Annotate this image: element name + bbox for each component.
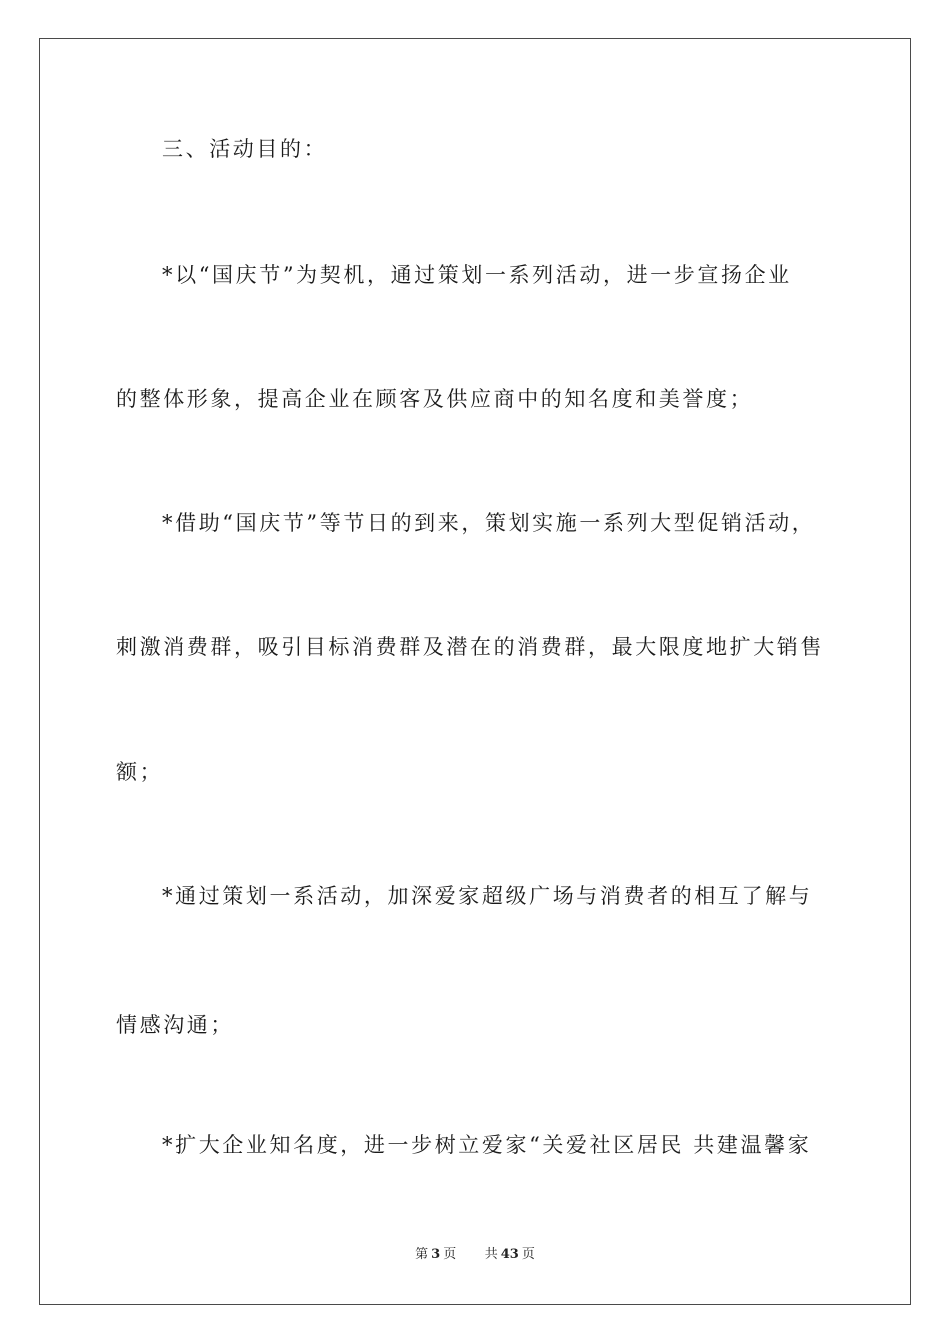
total-indicator (482, 1247, 538, 1262)
paragraph-line: *以“国庆节”为契机，通过策划一系列活动，进一步宣扬企业 (162, 263, 792, 287)
page-indicator (412, 1247, 459, 1262)
page-suffix: 页 (443, 1247, 457, 1262)
total-pages: 43 (500, 1247, 519, 1262)
page-prefix: 第 (415, 1247, 429, 1262)
page-footer (0, 1246, 950, 1264)
paragraph-line: 的整体形象，提高企业在顾客及供应商中的知名度和美誉度； (116, 387, 754, 411)
paragraph-line: *通过策划一系活动，加深爱家超级广场与消费者的相互了解与 (162, 884, 813, 908)
paragraph-line: *扩大企业知名度，进一步树立爱家“关爱社区居民 共建温馨家 (162, 1133, 812, 1157)
total-suffix: 页 (521, 1247, 535, 1262)
page-number: 3 (431, 1247, 441, 1262)
total-prefix: 共 (484, 1247, 498, 1262)
paragraph-line: 额； (116, 760, 164, 784)
page-border (39, 38, 911, 1305)
section-heading: 三、活动目的： (162, 137, 328, 161)
paragraph-line: *借助“国庆节”等节日的到来，策划实施一系列大型促销活动， (162, 511, 816, 535)
paragraph-line: 刺激消费群，吸引目标消费群及潜在的消费群，最大限度地扩大销售 (116, 635, 824, 659)
paragraph-line: 情感沟通； (116, 1013, 234, 1037)
